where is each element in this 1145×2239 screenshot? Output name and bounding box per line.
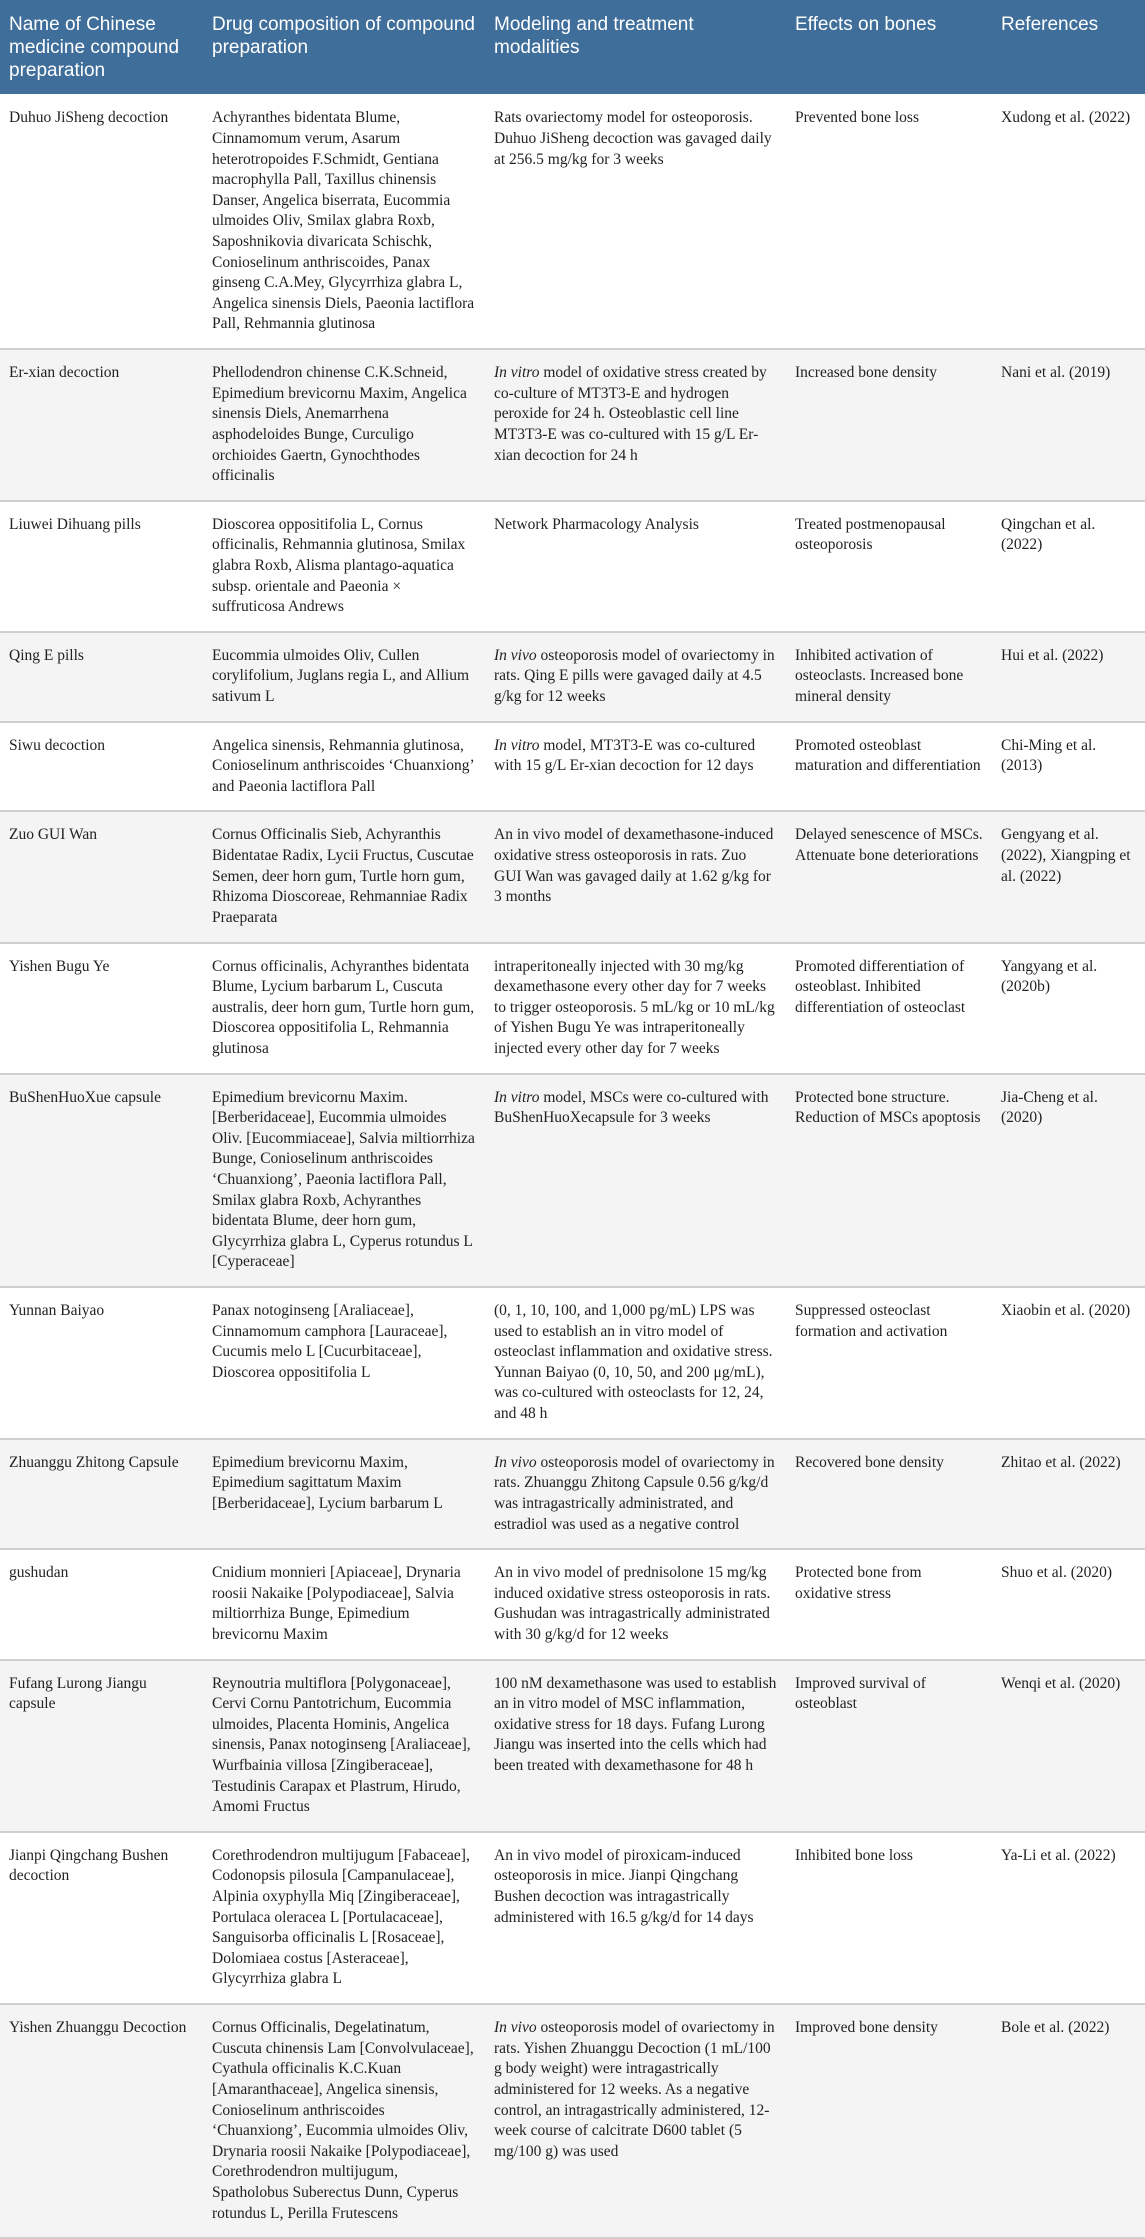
cell-modeling (485, 811, 786, 942)
cell-modeling (485, 632, 786, 722)
modeling-text: model, MT3T3-E was co-cultured with 15 g/L Er-xian decoction for 12 days (494, 736, 756, 775)
cell-references: Jia-Cheng et al. (2020) (992, 1074, 1145, 1287)
cell-effects: Improved bone density (786, 2004, 992, 2238)
cell-references: Gengyang et al. (2022), Xiangping et al. (2022) (992, 811, 1145, 942)
header-references: References (992, 0, 1145, 94)
cell-references: Ya-Li et al. (2022) (992, 1832, 1145, 2004)
cell-references: Qingchan et al. (2022) (992, 501, 1145, 632)
header-composition: Drug composition of compound preparation (203, 0, 485, 94)
cell-references: Yangyang et al. (2020b) (992, 943, 1145, 1074)
cell-composition: Cornus officinalis, Achyranthes bidentata Blume, Lycium barbarum L, Cuscuta australis, deer horn gum, Turtle horn gum, Dioscorea oppositifolia L, Rehmannia glutinosa (203, 943, 485, 1074)
modeling-text: model of oxidative stress created by co-culture of MT3T3-E and hydrogen peroxide for 24 h. Osteoblastic cell line MT3T3-E was co-cultured with 15 g/L Er-xian decoction for 24 h (494, 364, 767, 464)
cell-modeling (485, 1660, 786, 1832)
cell-modeling (485, 501, 786, 632)
modeling-italic-prefix: In vivo (494, 2019, 537, 2037)
modeling-text: An in vivo model of prednisolone 15 mg/kg induced oxidative stress osteoporosis in rats. Gushudan was intragastrically administrated with 30 g/kg/d for 12 weeks (494, 1564, 771, 1643)
cell-modeling (485, 1549, 786, 1659)
cell-effects: Inhibited bone loss (786, 1832, 992, 2004)
modeling-text: Network Pharmacology Analysis (494, 515, 699, 533)
modeling-italic-prefix: In vivo (494, 1453, 537, 1471)
table-row (0, 1832, 1145, 2004)
modeling-text: (0, 1, 10, 100, and 1,000 pg/mL) LPS was used to establish an in vitro model of osteoclast inflammation and oxidative stress. Yunnan Baiyao (0, 10, 50, and 200 μg/mL), was co-cultured with osteoclasts for 12, 24, and 48 h (494, 1302, 773, 1423)
table-row (0, 811, 1145, 942)
table-row (0, 632, 1145, 722)
cell-composition: Dioscorea oppositifolia L, Cornus officinalis, Rehmannia glutinosa, Smilax glabra Roxb, Alisma plantago-aquatica subsp. orientale and Paeonia × suffruticosa Andrews (203, 501, 485, 632)
modeling-italic-prefix: In vitro (494, 736, 540, 754)
header-name: Name of Chinese medicine compound preparation (0, 0, 203, 94)
cell-effects: Protected bone structure. Reduction of MSCs apoptosis (786, 1074, 992, 1287)
cell-references: Shuo et al. (2020) (992, 1549, 1145, 1659)
cell-references: Nani et al. (2019) (992, 349, 1145, 501)
cell-composition: Panax notoginseng [Araliaceae], Cinnamomum camphora [Lauraceae], Cucumis melo L [Cucurbitaceae], Dioscorea oppositifolia L (203, 1287, 485, 1439)
modeling-italic-prefix: In vivo (494, 646, 537, 664)
modeling-text: An in vivo model of piroxicam-induced osteoporosis in mice. Jianpi Qingchang Bushen decoction was intragastrically administered with 16.5 g/kg/d for 14 days (494, 1846, 754, 1926)
modeling-text: An in vivo model of dexamethasone-induced oxidative stress osteoporosis in rats. Zuo GUI Wan was gavaged daily at 1.62 g/kg for 3 months (494, 826, 774, 906)
cell-name: Zhuanggu Zhitong Capsule (0, 1439, 203, 1549)
modeling-text: Rats ovariectomy model for osteoporosis. Duhuo JiSheng decoction was gavaged daily at 256.5 mg/kg for 3 weeks (494, 109, 772, 168)
cell-effects: Improved survival of osteoblast (786, 1660, 992, 1832)
table-row (0, 1439, 1145, 1549)
cell-effects: Delayed senescence of MSCs. Attenuate bone deteriorations (786, 811, 992, 942)
modeling-text: osteoporosis model of ovariectomy in rats. Qing E pills were gavaged daily at 4.5 g/kg for 12 weeks (494, 646, 775, 706)
cell-effects: Recovered bone density (786, 1439, 992, 1549)
cell-name: Jianpi Qingchang Bushen decoction (0, 1832, 203, 2004)
cell-name: Liuwei Dihuang pills (0, 501, 203, 632)
cell-composition: Cornus Officinalis Sieb, Achyranthis Bidentatae Radix, Lycii Fructus, Cuscutae Semen, deer horn gum, Turtle horn gum, Rhizoma Dioscoreae, Rehmanniae Radix Praeparata (203, 811, 485, 942)
cell-composition: Epimedium brevicornu Maxim. [Berberidaceae], Eucommia ulmoides Oliv. [Eucommiaceae], Salvia miltiorrhiza Bunge, Conioselinum anthriscoides ‘Chuanxiong’, Paeonia lactiflora Pall, Smilax glabra Roxb, Achyranthes bidentata Blume, deer horn gum, Glycyrrhiza glabra L, Cyperus rotundus L [Cyperaceae] (203, 1074, 485, 1287)
cell-name: Er-xian decoction (0, 349, 203, 501)
cell-composition: Cnidium monnieri [Apiaceae], Drynaria roosii Nakaike [Polypodiaceae], Salvia miltiorrhiza Bunge, Epimedium brevicornu Maxim (203, 1549, 485, 1659)
cell-composition: Cornus Officinalis, Degelatinatum, Cuscuta chinensis Lam [Convolvulaceae], Cyathula officinalis K.C.Kuan [Amaranthaceae], Angelica sinensis, Conioselinum anthriscoides ‘Chuanxiong’, Eucommia ulmoides Oliv, Drynaria roosii Nakaike [Polypodiaceae], Corethrodendron multijugum, Spatholobus Suberectus Dunn, Cyperus rotundus L, Perilla Frutescens (203, 2004, 485, 2238)
cell-name: Yunnan Baiyao (0, 1287, 203, 1439)
table-body (0, 94, 1145, 2238)
table-row (0, 349, 1145, 501)
cell-name: Yishen Bugu Ye (0, 943, 203, 1074)
table-row (0, 2004, 1145, 2238)
table-row (0, 1287, 1145, 1439)
cell-composition: Eucommia ulmoides Oliv, Cullen corylifolium, Juglans regia L, and Allium sativum L (203, 632, 485, 722)
cell-references: Xudong et al. (2022) (992, 94, 1145, 349)
modeling-text: 100 nM dexamethasone was used to establish an in vitro model of MSC inflammation, oxidative stress for 18 days. Fufang Lurong Jiangu was inserted into the cells which had been treated with dexamethasone for 48 h (494, 1674, 777, 1774)
cell-modeling (485, 1287, 786, 1439)
cell-references: Wenqi et al. (2020) (992, 1660, 1145, 1832)
cell-name: Qing E pills (0, 632, 203, 722)
cell-modeling (485, 1439, 786, 1549)
cell-composition: Epimedium brevicornu Maxim, Epimedium sagittatum Maxim [Berberidaceae], Lycium barbarum L (203, 1439, 485, 1549)
cell-references: Xiaobin et al. (2020) (992, 1287, 1145, 1439)
table-row (0, 943, 1145, 1074)
cell-modeling (485, 1832, 786, 2004)
modeling-text: intraperitoneally injected with 30 mg/kg dexamethasone every other day for 7 weeks to trigger osteoporosis. 5 mL/kg or 10 mL/kg of Yishen Bugu Ye was intraperitoneally injected every other day for 7 weeks (494, 957, 775, 1057)
cell-effects: Treated postmenopausal osteoporosis (786, 501, 992, 632)
table-row (0, 1660, 1145, 1832)
cell-modeling (485, 1074, 786, 1287)
cell-effects: Prevented bone loss (786, 94, 992, 349)
modeling-italic-prefix: In vitro (494, 364, 540, 382)
header-effects: Effects on bones (786, 0, 992, 94)
cell-references: Chi-Ming et al. (2013) (992, 722, 1145, 812)
modeling-text: osteoporosis model of ovariectomy in rats. Zhuanggu Zhitong Capsule 0.56 g/kg/d was intragastrically administrated, and estradiol was used as a negative control (494, 1453, 775, 1533)
cell-modeling (485, 2004, 786, 2238)
cell-composition: Phellodendron chinense C.K.Schneid, Epimedium brevicornu Maxim, Angelica sinensis Diels, Anemarrhena asphodeloides Bunge, Curculigo orchioides Gaertn, Gynochthodes officinalis (203, 349, 485, 501)
cell-modeling (485, 943, 786, 1074)
cell-name: Zuo GUI Wan (0, 811, 203, 942)
cell-composition: Achyranthes bidentata Blume, Cinnamomum verum, Asarum heterotropoides F.Schmidt, Gentiana macrophylla Pall, Taxillus chinensis Danser, Angelica biserrata, Eucommia ulmoides Oliv, Smilax glabra Roxb, Saposhnikovia divaricata Schischk, Conioselinum anthriscoides, Panax ginseng C.A.Mey, Glycyrrhiza glabra L, Angelica sinensis Diels, Paeonia lactiflora Pall, Rehmannia glutinosa (203, 94, 485, 349)
cell-composition: Reynoutria multiflora [Polygonaceae], Cervi Cornu Pantotrichum, Eucommia ulmoides, Placenta Hominis, Angelica sinensis, Panax notoginseng [Araliaceae], Wurfbainia villosa [Zingiberaceae], Testudinis Carapax et Plastrum, Hirudo, Amomi Fructus (203, 1660, 485, 1832)
modeling-text: model, MSCs were co-cultured with BuShenHuoXecapsule for 3 weeks (494, 1088, 769, 1127)
table-row (0, 94, 1145, 349)
table-row (0, 501, 1145, 632)
table-row (0, 1074, 1145, 1287)
cell-effects: Promoted differentiation of osteoblast. Inhibited differentiation of osteoclast (786, 943, 992, 1074)
table-row (0, 1549, 1145, 1659)
table-header (0, 0, 1145, 94)
cell-modeling (485, 722, 786, 812)
cell-name: Yishen Zhuanggu Decoction (0, 2004, 203, 2238)
cell-modeling (485, 94, 786, 349)
cell-effects: Promoted osteoblast maturation and differentiation (786, 722, 992, 812)
cell-modeling (485, 349, 786, 501)
cell-references: Zhitao et al. (2022) (992, 1439, 1145, 1549)
cell-name: Fufang Lurong Jiangu capsule (0, 1660, 203, 1832)
cell-references: Hui et al. (2022) (992, 632, 1145, 722)
modeling-text: osteoporosis model of ovariectomy in rats. Yishen Zhuanggu Decoction (1 mL/100 g body weight) were intragastrically administered for 12 weeks. As a negative control, an intragastrically administered, 12-week course of calcitrate D600 tablet (5 mg/100 g) was used (494, 2019, 775, 2160)
cell-effects: Protected bone from oxidative stress (786, 1549, 992, 1659)
table-row (0, 722, 1145, 812)
cell-name: Duhuo JiSheng decoction (0, 94, 203, 349)
cell-references: Bole et al. (2022) (992, 2004, 1145, 2238)
modeling-italic-prefix: In vitro (494, 1088, 540, 1106)
cell-effects: Increased bone density (786, 349, 992, 501)
header-row (0, 0, 1145, 94)
cell-effects: Inhibited activation of osteoclasts. Increased bone mineral density (786, 632, 992, 722)
cell-effects: Suppressed osteoclast formation and activation (786, 1287, 992, 1439)
cell-name: gushudan (0, 1549, 203, 1659)
header-modeling: Modeling and treatment modalities (485, 0, 786, 94)
cell-name: Siwu decoction (0, 722, 203, 812)
cell-name: BuShenHuoXue capsule (0, 1074, 203, 1287)
cell-composition: Corethrodendron multijugum [Fabaceae], Codonopsis pilosula [Campanulaceae], Alpinia oxyphylla Miq [Zingiberaceae], Portulaca oleracea L [Portulacaceae], Sanguisorba officinalis L [Rosaceae], Dolomiaea costus [Asteraceae], Glycyrrhiza glabra L (203, 1832, 485, 2004)
cell-composition: Angelica sinensis, Rehmannia glutinosa, Conioselinum anthriscoides ‘Chuanxiong’ and Paeonia lactiflora Pall (203, 722, 485, 812)
